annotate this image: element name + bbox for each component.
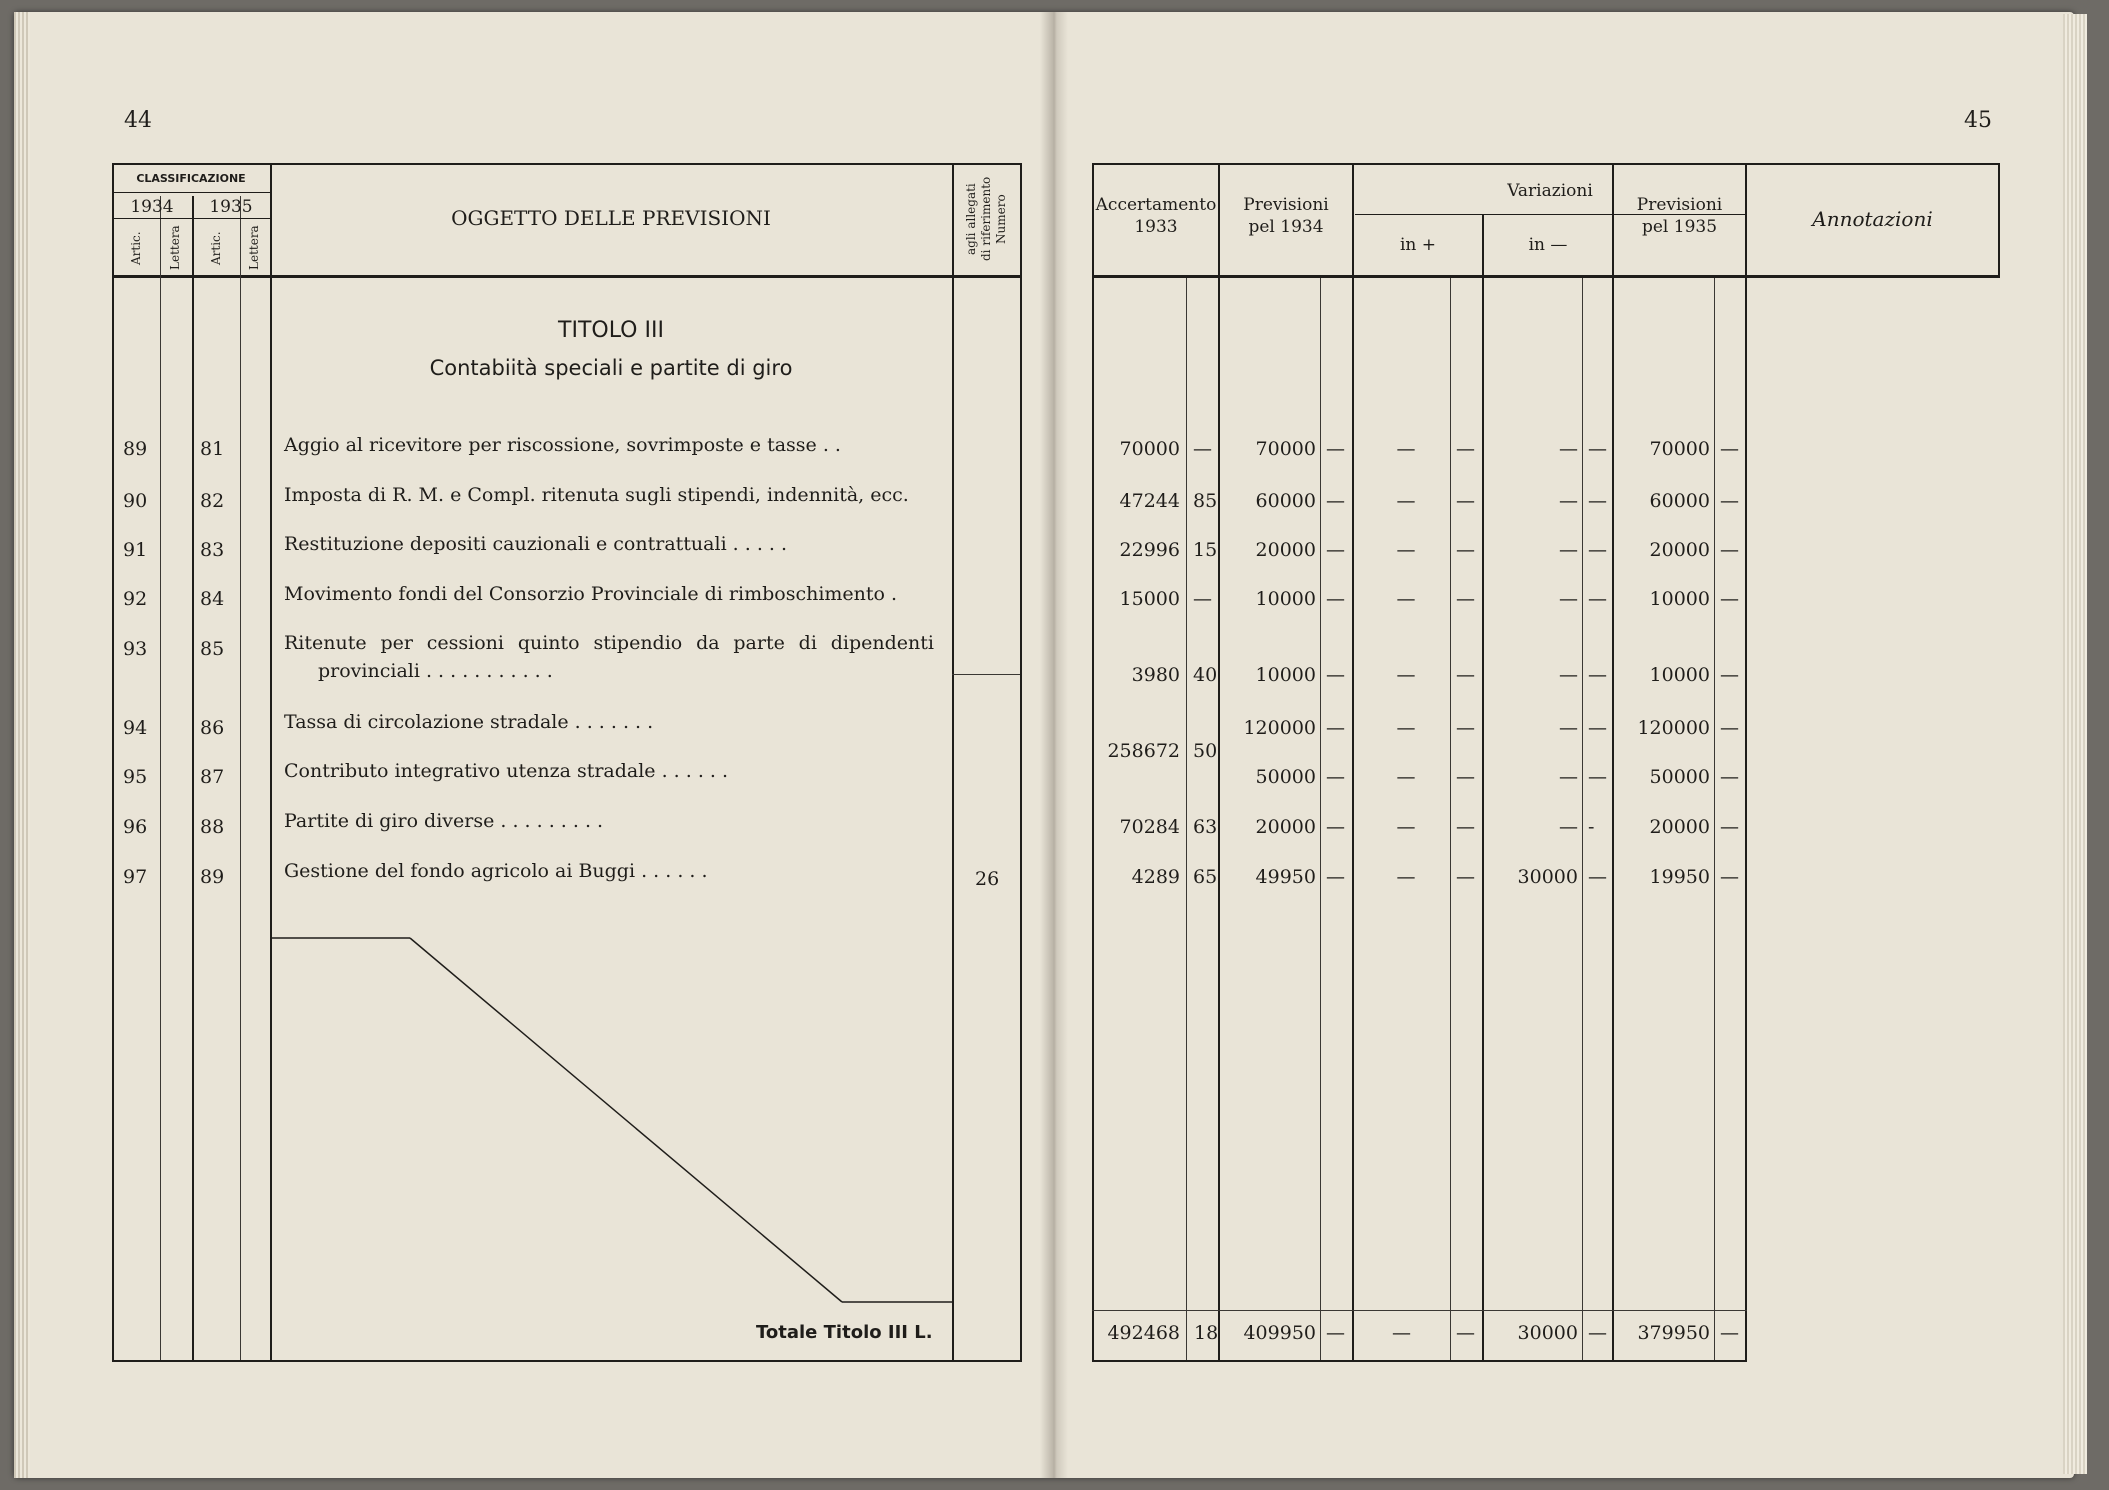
variazione-minus-cents: — <box>1588 664 1607 686</box>
table-bottom-rule <box>112 1360 1020 1362</box>
row-description: Restituzione depositi cauzionali e contrattuali . . . . . <box>284 533 788 555</box>
previsioni-1934-value: 10000 <box>1255 588 1316 610</box>
previsioni-1934-value: 49950 <box>1255 866 1316 888</box>
header-rule <box>112 218 270 219</box>
accertamento-value: 47244 <box>1119 490 1180 512</box>
art-1935: 83 <box>200 539 225 561</box>
total-accertamento-dec: 18 <box>1194 1322 1219 1344</box>
previsioni-1934-cents: — <box>1326 490 1345 512</box>
variazione-plus-value: — <box>1396 539 1416 561</box>
table-bottom-rule <box>1092 1360 1747 1362</box>
total-var-minus-dec: — <box>1588 1322 1607 1344</box>
variazione-plus-value: — <box>1396 588 1416 610</box>
variazione-minus-cents: - <box>1588 816 1595 838</box>
col-rule <box>160 196 161 1360</box>
variazione-minus-cents: — <box>1588 490 1607 512</box>
art-1935: 86 <box>200 717 225 739</box>
classificazione-header: CLASSIFICAZIONE <box>136 172 246 185</box>
numero-riferimento-header: Numero di riferimento agli allegati <box>964 176 1008 262</box>
previsioni-1935-cents: — <box>1720 766 1739 788</box>
variazione-minus-value: 30000 <box>1517 866 1578 888</box>
col-rule <box>1582 278 1583 1360</box>
variazione-minus-value: — <box>1559 490 1578 512</box>
accertamento-cents: 63 <box>1193 816 1218 838</box>
variazione-minus-value: — <box>1559 766 1578 788</box>
col-rule <box>112 163 114 1362</box>
total-var-plus-dec: — <box>1456 1322 1475 1344</box>
total-label: Totale Titolo III L. <box>756 1322 933 1343</box>
art-1934: 90 <box>123 490 148 512</box>
accertamento-cents: 85 <box>1193 490 1218 512</box>
previsioni-1934-header: Previsioni pel 1934 <box>1243 195 1329 237</box>
art-1934: 95 <box>123 766 148 788</box>
artic-header: Artic. <box>209 231 223 265</box>
variazione-minus-value: — <box>1559 664 1578 686</box>
total-accertamento: 492468 <box>1107 1322 1180 1344</box>
table-top-rule <box>112 163 1020 165</box>
previsioni-1935-value: 50000 <box>1649 766 1710 788</box>
row-description: Movimento fondi del Consorzio Provinciale di rimboschimento . <box>284 583 898 605</box>
row-description: Tassa di circolazione stradale . . . . . . . <box>284 711 654 733</box>
previsioni-1935-value: 70000 <box>1649 438 1710 460</box>
row-description: Ritenute per cessioni quinto stipendio da parte di dipendenti <box>284 632 934 654</box>
previsioni-1935-value: 10000 <box>1649 664 1710 686</box>
year-1935-header: 1935 <box>209 197 253 217</box>
variazione-minus-cents: — <box>1588 717 1607 739</box>
row-rule <box>952 674 1020 675</box>
section-title: TITOLO III <box>558 318 664 343</box>
accertamento-cents: 40 <box>1193 664 1218 686</box>
col-rule <box>1450 278 1451 1360</box>
art-1935: 88 <box>200 816 225 838</box>
col-rule <box>1612 163 1614 1362</box>
art-1934: 96 <box>123 816 148 838</box>
variazione-plus-cents: — <box>1456 816 1475 838</box>
variazione-plus-cents: — <box>1456 866 1475 888</box>
cancellation-line <box>270 930 952 1310</box>
art-1935: 84 <box>200 588 225 610</box>
table-top-rule <box>1092 163 2000 165</box>
variazione-plus-value: — <box>1396 717 1416 739</box>
previsioni-1934-cents: — <box>1326 717 1345 739</box>
header-bottom-rule <box>112 275 1020 278</box>
book-binding <box>14 12 30 1478</box>
col-rule <box>240 196 241 1360</box>
previsioni-1934-cents: — <box>1326 588 1345 610</box>
variazione-plus-value: — <box>1396 816 1416 838</box>
accertamento-value: 15000 <box>1119 588 1180 610</box>
variazione-plus-cents: — <box>1456 539 1475 561</box>
row-description: Contributo integrativo utenza stradale . . . . . . <box>284 760 729 782</box>
previsioni-1935-value: 19950 <box>1649 866 1710 888</box>
previsioni-1935-cents: — <box>1720 490 1739 512</box>
page-number: 45 <box>1964 108 1992 133</box>
previsioni-1934-cents: — <box>1326 866 1345 888</box>
col-rule <box>952 163 954 1362</box>
lettera-header: Lettera <box>168 225 182 271</box>
accertamento-value: 3980 <box>1131 664 1180 686</box>
variazione-minus-value: — <box>1559 816 1578 838</box>
art-1934: 89 <box>123 438 148 460</box>
variazione-minus-value: — <box>1559 717 1578 739</box>
col-rule <box>1745 163 1747 1362</box>
previsioni-1935-value: 20000 <box>1649 539 1710 561</box>
col-rule <box>1218 163 1220 1362</box>
row-description: Partite di giro diverse . . . . . . . . . <box>284 810 604 832</box>
in-plus-header: in + <box>1399 235 1437 255</box>
variazione-plus-value: — <box>1396 866 1416 888</box>
total-rule <box>1092 1310 1747 1311</box>
accertamento-value: 70284 <box>1119 816 1180 838</box>
accertamento-cents: 15 <box>1193 539 1218 561</box>
previsioni-1935-cents: — <box>1720 539 1739 561</box>
previsioni-1935-value: 10000 <box>1649 588 1710 610</box>
section-subtitle: Contabiità speciali e partite di giro <box>429 356 793 380</box>
book-gutter <box>1040 12 1068 1478</box>
accertamento-value: 4289 <box>1131 866 1180 888</box>
header-bottom-rule <box>1092 275 2000 278</box>
previsioni-1935-value: 20000 <box>1649 816 1710 838</box>
col-rule <box>1998 163 2000 275</box>
variazione-plus-cents: — <box>1456 766 1475 788</box>
variazione-plus-cents: — <box>1456 717 1475 739</box>
art-1935: 89 <box>200 866 225 888</box>
variazione-minus-cents: — <box>1588 539 1607 561</box>
total-previsioni-1934-dec: — <box>1326 1322 1345 1344</box>
page-number: 44 <box>124 108 152 133</box>
allegato-ref: 26 <box>975 868 1000 890</box>
total-previsioni-1935: 379950 <box>1637 1322 1710 1344</box>
accertamento-value: 22996 <box>1119 539 1180 561</box>
art-1934: 91 <box>123 539 148 561</box>
variazione-plus-value: — <box>1396 766 1416 788</box>
previsioni-1934-value: 10000 <box>1255 664 1316 686</box>
variazioni-header: Variazioni <box>1507 181 1593 201</box>
variazione-minus-value: — <box>1559 438 1578 460</box>
variazione-plus-cents: — <box>1456 438 1475 460</box>
variazione-minus-cents: — <box>1588 866 1607 888</box>
previsioni-1935-cents: — <box>1720 588 1739 610</box>
oggetto-header: OGGETTO DELLE PREVISIONI <box>451 206 771 230</box>
art-1934: 93 <box>123 638 148 660</box>
accertamento-merged-dec: 50 <box>1193 740 1218 762</box>
col-rule <box>1020 163 1022 1362</box>
variazione-plus-cents: — <box>1456 588 1475 610</box>
header-rule <box>112 192 270 193</box>
variazione-minus-value: — <box>1559 539 1578 561</box>
col-rule <box>1092 163 1094 1362</box>
previsioni-1935-value: 120000 <box>1637 717 1710 739</box>
previsioni-1934-value: 20000 <box>1255 816 1316 838</box>
year-1934-header: 1934 <box>130 197 174 217</box>
variazione-plus-cents: — <box>1456 664 1475 686</box>
variazione-minus-cents: — <box>1588 588 1607 610</box>
previsioni-1935-cents: — <box>1720 866 1739 888</box>
variazione-minus-value: — <box>1559 588 1578 610</box>
previsioni-1935-cents: — <box>1720 438 1739 460</box>
variazione-plus-value: — <box>1396 490 1416 512</box>
col-rule <box>1482 214 1484 1362</box>
variazione-plus-value: — <box>1396 664 1416 686</box>
previsioni-1934-value: 120000 <box>1243 717 1316 739</box>
previsioni-1934-value: 50000 <box>1255 766 1316 788</box>
art-1935: 82 <box>200 490 225 512</box>
col-rule <box>1320 278 1321 1360</box>
art-1935: 81 <box>200 438 225 460</box>
art-1935: 85 <box>200 638 225 660</box>
variazione-minus-cents: — <box>1588 766 1607 788</box>
accertamento-header: Accertamento 1933 <box>1095 195 1217 237</box>
art-1935: 87 <box>200 766 225 788</box>
total-var-plus: — <box>1392 1322 1411 1344</box>
previsioni-1934-value: 60000 <box>1255 490 1316 512</box>
previsioni-1934-cents: — <box>1326 766 1345 788</box>
col-rule <box>1714 278 1715 1360</box>
accertamento-cents: — <box>1193 438 1212 460</box>
variazione-plus-cents: — <box>1456 490 1475 512</box>
previsioni-1934-cents: — <box>1326 816 1345 838</box>
accertamento-merged-int: 258672 <box>1107 740 1180 762</box>
row-description: Gestione del fondo agricolo ai Buggi . . . . . . <box>284 860 708 882</box>
col-rule <box>1186 278 1187 1360</box>
col-rule <box>192 196 194 1360</box>
accertamento-value: 70000 <box>1119 438 1180 460</box>
row-description: Imposta di R. M. e Compl. ritenuta sugli stipendi, indennità, ecc. <box>284 484 909 506</box>
in-minus-header: in — <box>1528 235 1568 255</box>
page-edges <box>2063 14 2087 1474</box>
variazione-plus-value: — <box>1396 438 1416 460</box>
total-previsioni-1934: 409950 <box>1243 1322 1316 1344</box>
previsioni-1935-value: 60000 <box>1649 490 1710 512</box>
artic-header: Artic. <box>129 231 143 265</box>
total-previsioni-1935-dec: — <box>1720 1322 1739 1344</box>
annotazioni-header: Annotazioni <box>1812 207 1933 231</box>
art-1934: 94 <box>123 717 148 739</box>
previsioni-1935-cents: — <box>1720 664 1739 686</box>
previsioni-1935-cents: — <box>1720 717 1739 739</box>
previsioni-1934-value: 20000 <box>1255 539 1316 561</box>
art-1934: 92 <box>123 588 148 610</box>
variazione-minus-cents: — <box>1588 438 1607 460</box>
previsioni-1934-cents: — <box>1326 539 1345 561</box>
row-description-continued: provinciali . . . . . . . . . . . <box>318 660 553 682</box>
art-1934: 97 <box>123 866 148 888</box>
previsioni-1935-header: Previsioni pel 1935 <box>1636 195 1723 237</box>
accertamento-cents: 65 <box>1193 866 1218 888</box>
total-var-minus: 30000 <box>1517 1322 1578 1344</box>
lettera-header: Lettera <box>247 225 261 271</box>
previsioni-1935-cents: — <box>1720 816 1739 838</box>
previsioni-1934-cents: — <box>1326 438 1345 460</box>
col-rule <box>1352 163 1354 1362</box>
previsioni-1934-value: 70000 <box>1255 438 1316 460</box>
accertamento-cents: — <box>1193 588 1212 610</box>
previsioni-1934-cents: — <box>1326 664 1345 686</box>
row-description: Aggio al ricevitore per riscossione, sovrimposte e tasse . . <box>284 434 841 456</box>
